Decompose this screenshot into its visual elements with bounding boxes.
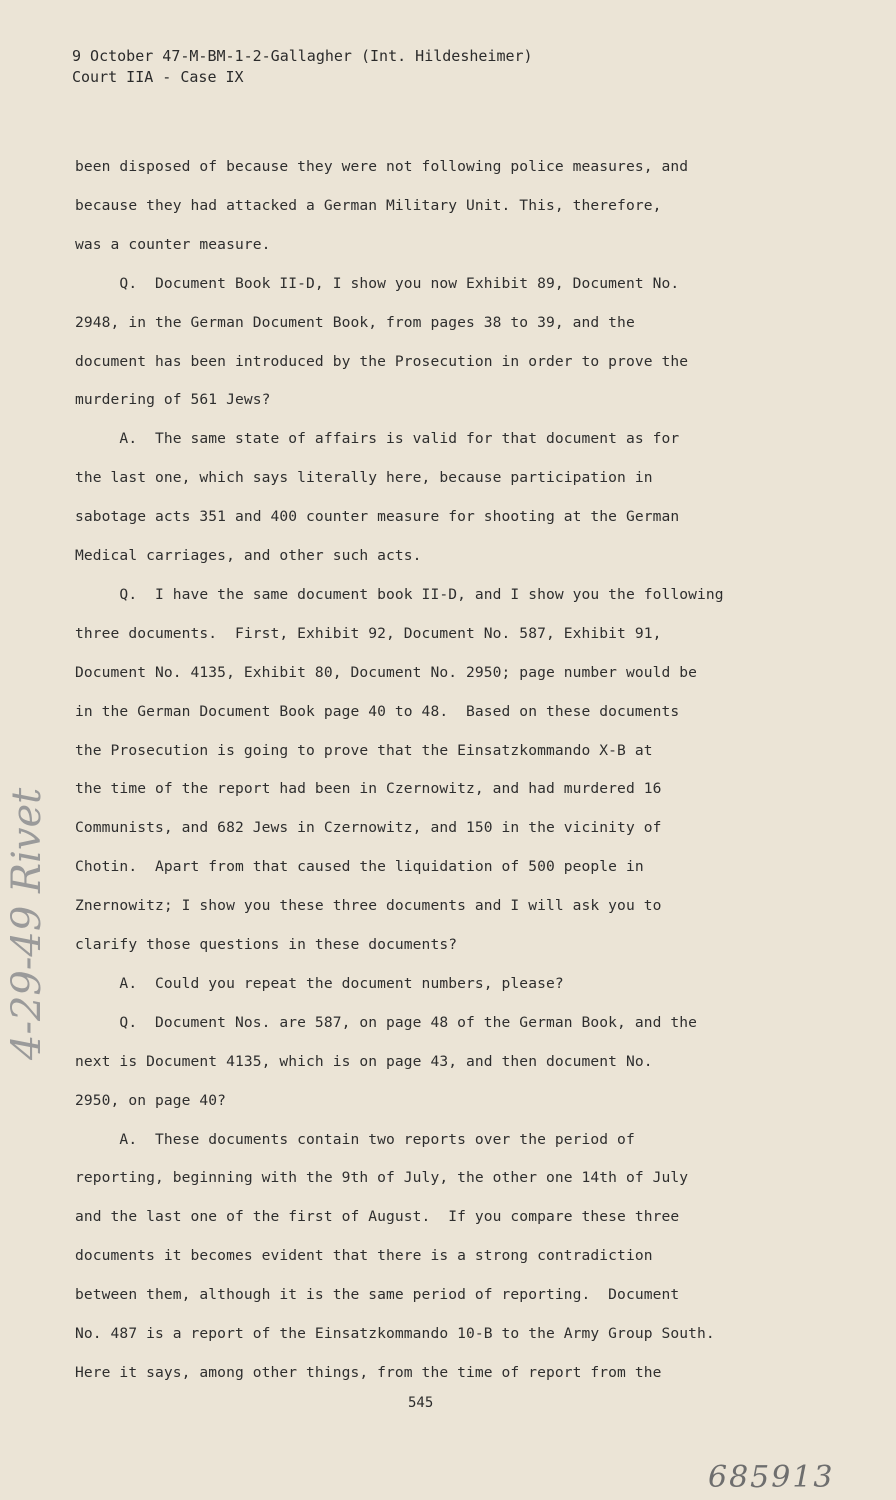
body-line: Medical carriages, and other such acts.: [75, 547, 422, 564]
page-number: 545: [408, 1395, 434, 1411]
header-line-1: 9 October 47-M-BM-1-2-Gallagher (Int. Hildesheimer): [72, 47, 533, 65]
body-line: and the last one of the first of August. If you compare these three: [75, 1208, 680, 1226]
body-line: Q. I have the same document book II-D, and I show you the following: [75, 585, 724, 603]
margin-handwriting: 4-29-49 Rivet: [4, 787, 50, 1060]
body-line: A. Could you repeat the document numbers, please?: [75, 974, 564, 992]
body-line: the last one, which says literally here, because participation in: [75, 469, 653, 487]
body-line: Q. Document Nos. are 587, on page 48 of the German Book, and the: [75, 1013, 698, 1031]
body-line: next is Document 4135, which is on page 43, and then document No.: [75, 1052, 653, 1070]
body-line: been disposed of because they were not following police measures, and: [75, 158, 689, 175]
body-line: murdering of 561 Jews?: [75, 391, 271, 409]
body-line: because they had attacked a German Military Unit. This, therefore,: [75, 196, 662, 214]
body-line: between them, although it is the same period of reporting. Document: [75, 1286, 680, 1304]
body-line: document has been introduced by the Prosecution in order to prove the: [75, 352, 689, 370]
body-line: Chotin. Apart from that caused the liquidation of 500 people in: [75, 858, 644, 876]
body-line: Communists, and 682 Jews in Czernowitz, and 150 in the vicinity of: [75, 819, 662, 837]
body-line: the time of the report had been in Czernowitz, and had murdered 16: [75, 780, 662, 798]
body-line: No. 487 is a report of the Einsatzkommando 10-B to the Army Group South.: [75, 1325, 715, 1342]
header-line-2: Court IIA - Case IX: [72, 68, 244, 86]
body-line: A. These documents contain two reports over the period of: [75, 1130, 635, 1148]
body-line: 2948, in the German Document Book, from pages 38 to 39, and the: [75, 313, 635, 331]
body-line: Znernowitz; I show you these three documents and I will ask you to: [75, 897, 662, 915]
body-line: Q. Document Book II-D, I show you now Exhibit 89, Document No.: [75, 274, 680, 292]
body-line: Here it says, among other things, from the time of report from the: [75, 1363, 662, 1381]
body-line: was a counter measure.: [75, 235, 271, 253]
body-line: documents it becomes evident that there is a strong contradiction: [75, 1247, 653, 1265]
body-line: sabotage acts 351 and 400 counter measure for shooting at the German: [75, 508, 680, 526]
archive-stamp-number: 685913: [708, 1460, 835, 1495]
body-line: clarify those questions in these documents?: [75, 936, 458, 953]
body-line: the Prosecution is going to prove that the Einsatzkommando X-B at: [75, 741, 653, 759]
document-header: [72, 46, 533, 88]
body-line: three documents. First, Exhibit 92, Document No. 587, Exhibit 91,: [75, 624, 662, 642]
body-line: 2950, on page 40?: [75, 1091, 227, 1109]
body-line: in the German Document Book page 40 to 48. Based on these documents: [75, 702, 680, 720]
body-line: Document No. 4135, Exhibit 80, Document No. 2950; page number would be: [75, 663, 698, 681]
body-line: A. The same state of affairs is valid for that document as for: [75, 430, 680, 448]
body-line: reporting, beginning with the 9th of July, the other one 14th of July: [75, 1169, 689, 1187]
